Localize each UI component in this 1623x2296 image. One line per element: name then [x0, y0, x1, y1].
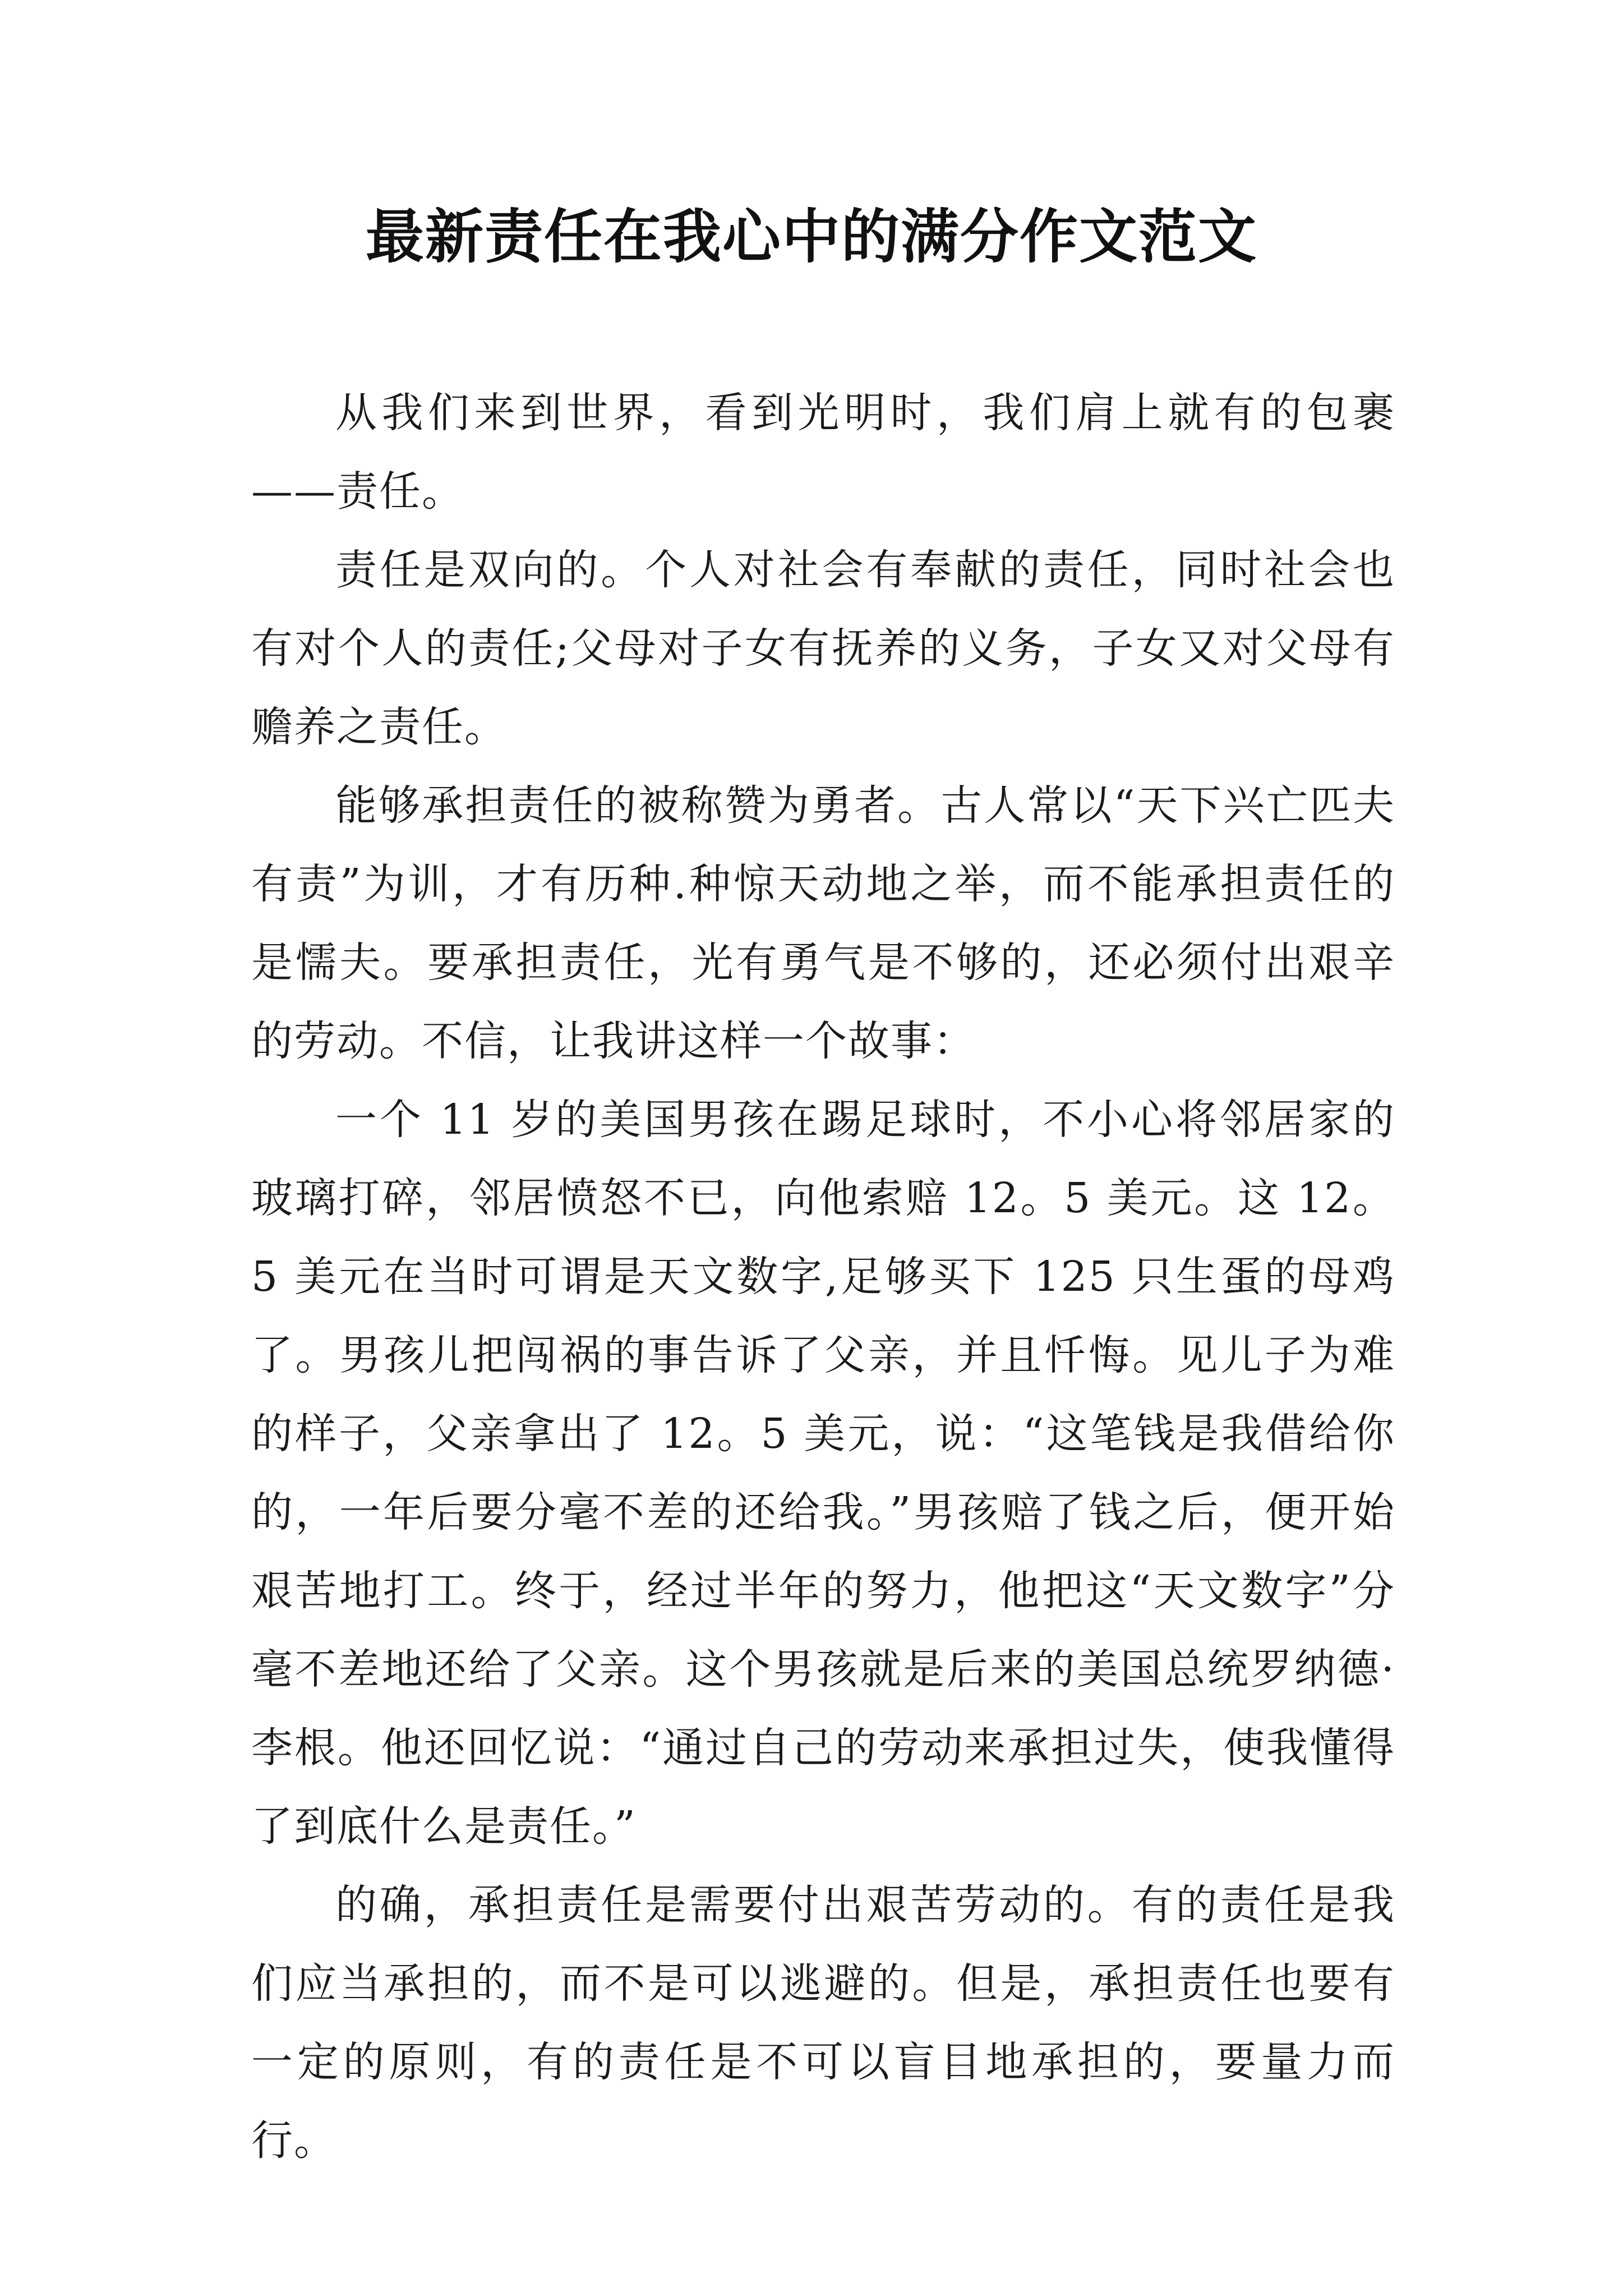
paragraph: 的确，承担责任是需要付出艰苦劳动的。有的责任是我们应当承担的，而不是可以逃避的。但是，承担责任也要有一定的原则，有的责任是不可以盲目地承担的，要量力而行。: [251, 1881, 1395, 2165]
document-body: [251, 374, 1395, 2180]
paragraph: 责任是双向的。个人对社会有奉献的责任，同时社会也有对个人的责任;父母对子女有抚养的义务，子女又对父母有赡养之责任。: [251, 546, 1395, 751]
paragraph: 一个 11 岁的美国男孩在踢足球时，不小心将邻居家的玻璃打碎，邻居愤怒不已，向他索赔 12。5 美元。这 12。5 美元在当时可谓是天文数字,足够买下 125 只生蛋的母鸡了。男孩儿把闯祸的事告诉了父亲，并且忏悔。见儿子为难的样子，父亲拿出了 12。5 美元，说：“这笔钱是我借给你的，一年后要分毫不差的还给我。”男孩赔了钱之后，便开始艰苦地打工。终于，经过半年的努力，他把这“天文数字”分毫不差地还给了父亲。这个男孩就是后来的美国总统罗纳德·李根。他还回忆说：“通过自己的劳动来承担过失，使我懂得了到底什么是责任。”: [251, 1096, 1395, 1851]
document-title: 最新责任在我心中的满分作文范文: [365, 202, 1257, 271]
paragraph: 能够承担责任的被称赞为勇者。古人常以“天下兴亡匹夫有责”为训，才有历种.种惊天动地之举，而不能承担责任的是懦夫。要承担责任，光有勇气是不够的，还必须付出艰辛的劳动。不信，让我讲这样一个故事：: [251, 781, 1395, 1065]
paragraph: 从我们来到世界，看到光明时，我们肩上就有的包裹——责任。: [251, 389, 1395, 516]
